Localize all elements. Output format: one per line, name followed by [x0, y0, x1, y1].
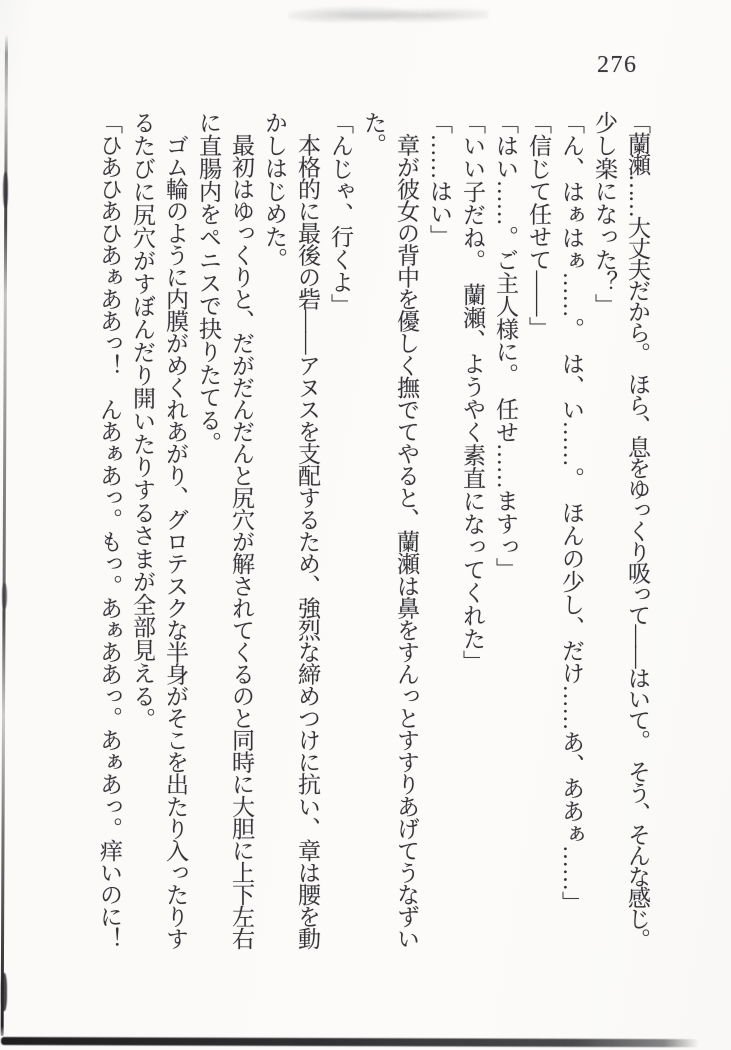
text-column: 「信じて任せて――」 — [526, 111, 551, 340]
binding-edge-blob — [1, 973, 7, 1011]
text-column: た。 — [361, 111, 386, 155]
text-column: 「はい……。ご主人様に。 任せ……ますっ」 — [493, 111, 518, 581]
text-block — [92, 111, 654, 951]
text-column: かしはじめた。 — [262, 111, 287, 270]
text-column: 「ん、はぁはぁ……。 は、い……。 ほんの少し、だけ……あ、ああぁ……」 — [559, 111, 584, 914]
binding-edge-blob — [2, 583, 7, 609]
text-column: 「……はい」 — [427, 111, 452, 248]
text-column: 「いい子だね。 蘭瀬、ようやく素直になってくれた」 — [460, 111, 485, 673]
text-column: るたびに尻穴がすぼんだり開いたりするさまが全部見える。 — [130, 111, 155, 731]
text-column: に直腸内をペニスで抉りたてる。 — [196, 111, 221, 455]
text-column: 「んじゃ、行くよ」 — [328, 111, 353, 317]
text-column: 本格的に最後の砦――アヌスを支配するため、強烈な締めつけに抗い、章は腰を動 — [295, 111, 320, 949]
scan-smudge-artifact — [288, 1, 488, 29]
text-column: 少し楽になった？」 — [592, 111, 617, 317]
binding-edge-blob — [3, 172, 8, 208]
text-column: 「ひあひあひあぁああっ！ んあぁあっ。もっ。あぁああっ。あぁあっ。痒いのに！ — [97, 111, 122, 949]
text-column: 章が彼女の背中を優しく撫でてやると、蘭瀬は鼻をすんっとすすりあげてうなずい — [394, 111, 419, 949]
text-column: ゴム輪のように内膜がめくれあがり、グロテスクな半身がそこを出たり入ったりす — [163, 111, 188, 949]
text-column: 最初はゆっくりと、だがだんだんと尻穴が解されてくるのと同時に大胆に上下左右 — [229, 111, 254, 949]
page-number: 276 — [597, 52, 638, 78]
text-column: 「蘭瀬……大丈夫だから。 ほら、息をゆっくり吸って――はいて。 そう、そんな感じ。 — [625, 111, 650, 949]
scan-edge-band — [1, 1037, 699, 1047]
